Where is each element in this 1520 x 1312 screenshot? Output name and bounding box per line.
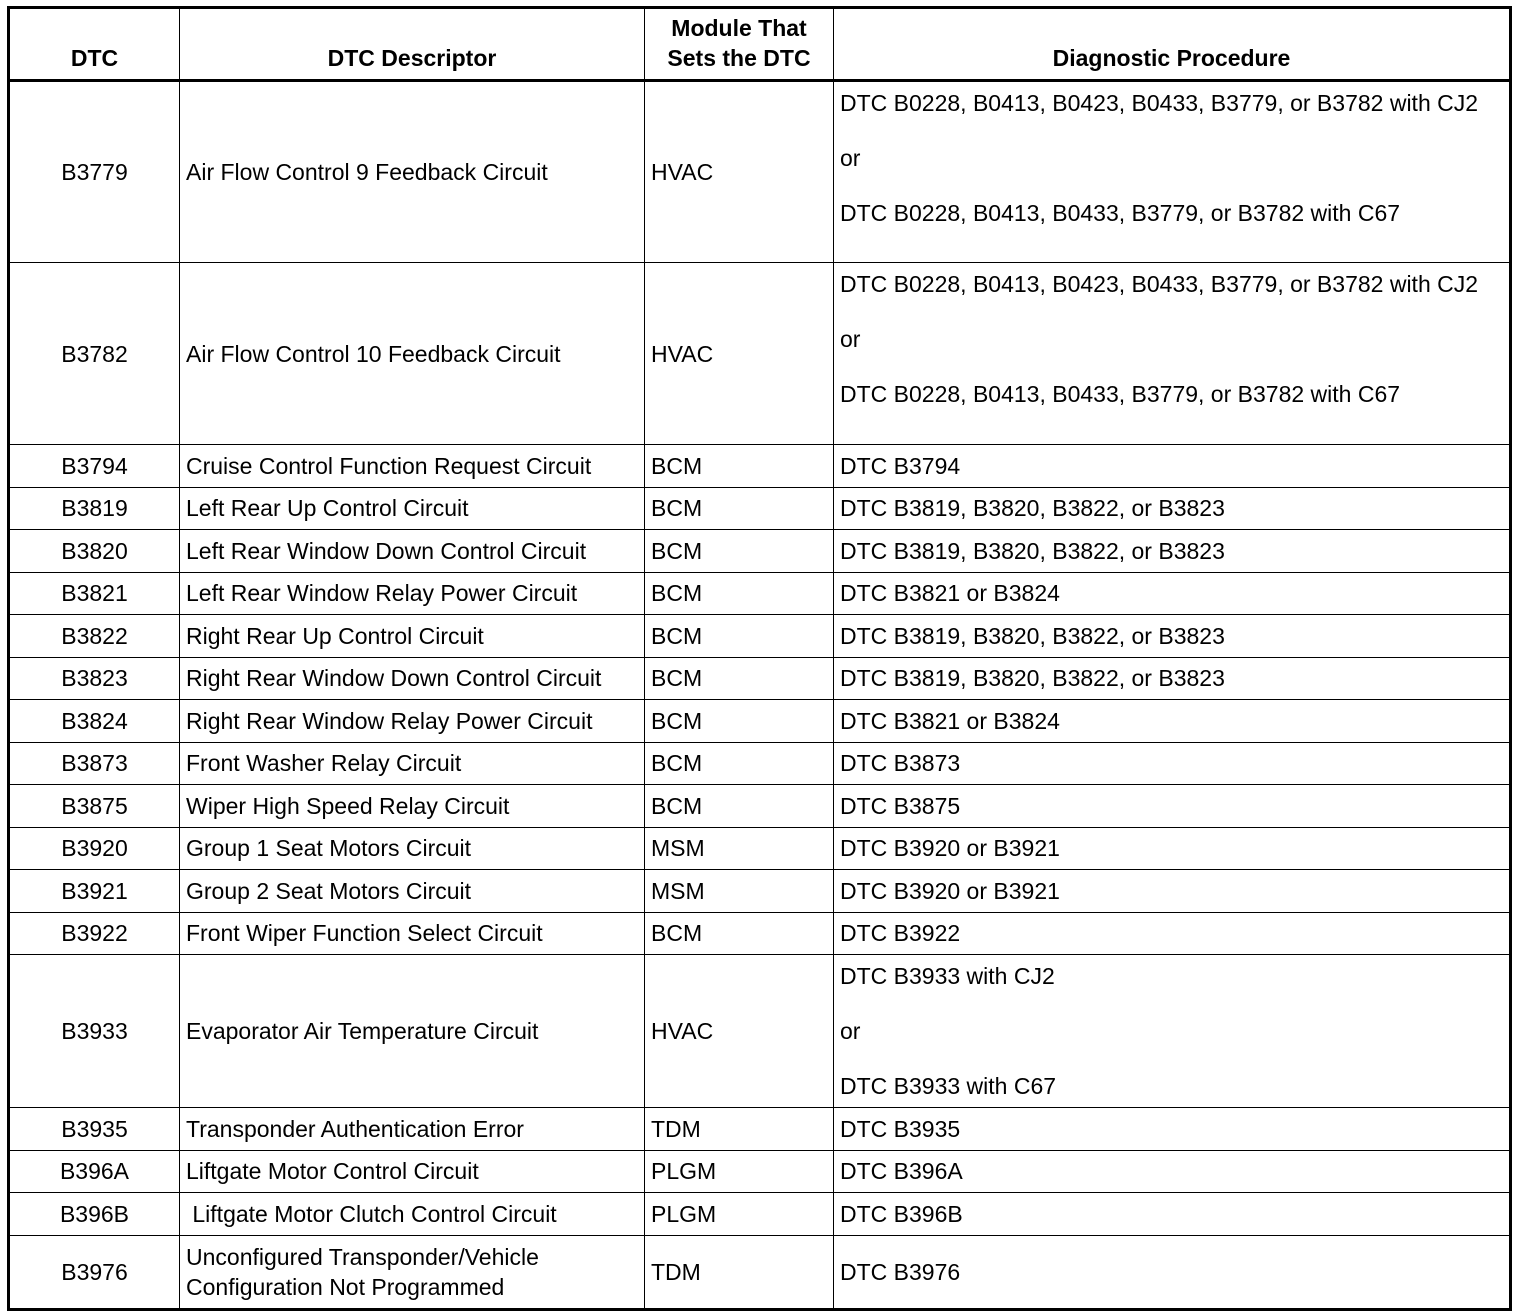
table-row [9,827,1511,870]
module: BCM [645,572,834,615]
dtc-code: B3822 [9,615,180,658]
diagnostic-procedure [834,530,1511,573]
header-module: Module That Sets the DTC [645,8,834,81]
dtc-code: B3933 [9,955,180,1108]
dtc-descriptor: Liftgate Motor Control Circuit [180,1150,645,1193]
table-row [9,572,1511,615]
procedure-line: DTC B3819, B3820, B3822, or B3823 [840,665,1225,692]
diagnostic-procedure [834,81,1511,263]
module: TDM [645,1108,834,1151]
dtc-table [7,6,1512,1311]
diagnostic-procedure [834,1108,1511,1151]
diagnostic-procedure [834,742,1511,785]
diagnostic-procedure [834,657,1511,700]
module: PLGM [645,1193,834,1236]
dtc-code: B3782 [9,263,180,445]
procedure-line: DTC B3873 [840,750,961,777]
procedure-line: DTC B3920 or B3921 [840,835,1060,862]
module: BCM [645,912,834,955]
dtc-descriptor: Cruise Control Function Request Circuit [180,445,645,488]
dtc-code: B3920 [9,827,180,870]
module: HVAC [645,81,834,263]
dtc-descriptor: Left Rear Window Relay Power Circuit [180,572,645,615]
header-row [9,8,1511,81]
module: BCM [645,657,834,700]
procedure-line: DTC B3819, B3820, B3822, or B3823 [840,537,1225,564]
table-row [9,615,1511,658]
procedure-line: DTC B3935 [840,1115,961,1142]
diagnostic-procedure [834,487,1511,530]
dtc-descriptor: Wiper High Speed Relay Circuit [180,785,645,828]
procedure-line: or [840,145,861,171]
procedure-line: DTC B396A [840,1158,963,1185]
dtc-descriptor: Transponder Authentication Error [180,1108,645,1151]
dtc-descriptor: Right Rear Window Down Control Circuit [180,657,645,700]
table-row [9,700,1511,743]
diagnostic-procedure [834,263,1511,445]
procedure-line: DTC B0228, B0413, B0423, B0433, B3779, or B3782 with CJ2 [840,90,1479,116]
table-row [9,785,1511,828]
dtc-descriptor: Right Rear Window Relay Power Circuit [180,700,645,743]
dtc-code: B3779 [9,81,180,263]
diagnostic-procedure [834,955,1511,1108]
procedure-line: DTC B3875 [840,792,961,819]
module: PLGM [645,1150,834,1193]
table-row [9,657,1511,700]
dtc-descriptor: Air Flow Control 10 Feedback Circuit [180,263,645,445]
dtc-code: B3873 [9,742,180,785]
module: BCM [645,487,834,530]
procedure-spacer [840,173,1503,198]
procedure-line: or [840,326,861,352]
module: BCM [645,700,834,743]
dtc-descriptor: Group 1 Seat Motors Circuit [180,827,645,870]
diagnostic-procedure [834,1235,1511,1309]
dtc-descriptor: Left Rear Window Down Control Circuit [180,530,645,573]
table-row [9,1193,1511,1236]
diagnostic-procedure [834,445,1511,488]
table-row [9,445,1511,488]
dtc-descriptor: Liftgate Motor Clutch Control Circuit [180,1193,645,1236]
module: BCM [645,742,834,785]
procedure-line: DTC B3794 [840,452,961,479]
diagnostic-procedure [834,1193,1511,1236]
procedure-line: DTC B3821 or B3824 [840,707,1060,734]
procedure-line: DTC B3922 [840,920,961,947]
procedure-line: or [840,1018,861,1044]
module: HVAC [645,263,834,445]
dtc-descriptor: Evaporator Air Temperature Circuit [180,955,645,1108]
header-descriptor: DTC Descriptor [180,8,645,81]
procedure-line: DTC B3920 or B3921 [840,877,1060,904]
module: MSM [645,870,834,913]
diagnostic-procedure [834,572,1511,615]
dtc-code: B3976 [9,1235,180,1309]
diagnostic-procedure [834,615,1511,658]
table-row [9,263,1511,445]
dtc-code: B3921 [9,870,180,913]
procedure-spacer [840,991,1503,1016]
procedure-line: DTC B3933 with CJ2 [840,963,1055,989]
dtc-code: B3821 [9,572,180,615]
procedure-line: DTC B0228, B0413, B0433, B3779, or B3782 with C67 [840,200,1401,226]
procedure-line: DTC B3821 or B3824 [840,580,1060,607]
dtc-descriptor: Group 2 Seat Motors Circuit [180,870,645,913]
module: BCM [645,445,834,488]
table-row [9,742,1511,785]
header-procedure: Diagnostic Procedure [834,8,1511,81]
module: BCM [645,615,834,658]
procedure-spacer [840,118,1503,143]
diagnostic-procedure [834,827,1511,870]
table-row [9,912,1511,955]
dtc-descriptor: Air Flow Control 9 Feedback Circuit [180,81,645,263]
dtc-code: B3875 [9,785,180,828]
table-row [9,530,1511,573]
diagnostic-procedure [834,785,1511,828]
module: BCM [645,530,834,573]
diagnostic-procedure [834,912,1511,955]
procedure-line: DTC B0228, B0413, B0433, B3779, or B3782 with C67 [840,381,1401,407]
module: BCM [645,785,834,828]
procedure-line: DTC B396B [840,1200,963,1227]
procedure-line: DTC B3819, B3820, B3822, or B3823 [840,622,1225,649]
dtc-code: B3824 [9,700,180,743]
diagnostic-procedure [834,870,1511,913]
diagnostic-procedure [834,1150,1511,1193]
dtc-descriptor: Unconfigured Transponder/Vehicle Configuration Not Programmed [180,1235,645,1309]
module: HVAC [645,955,834,1108]
dtc-descriptor: Right Rear Up Control Circuit [180,615,645,658]
dtc-code: B3819 [9,487,180,530]
table-row [9,1235,1511,1309]
table-row [9,955,1511,1108]
dtc-code: B3794 [9,445,180,488]
procedure-line: DTC B3933 with C67 [840,1073,1057,1099]
dtc-code: B3823 [9,657,180,700]
dtc-code: B3922 [9,912,180,955]
dtc-code: B396B [9,1193,180,1236]
table-row [9,81,1511,263]
diagnostic-procedure [834,700,1511,743]
table-row [9,1108,1511,1151]
table-row [9,870,1511,913]
table-row [9,1150,1511,1193]
module: MSM [645,827,834,870]
dtc-code: B396A [9,1150,180,1193]
procedure-line: DTC B3819, B3820, B3822, or B3823 [840,495,1225,522]
table-row [9,487,1511,530]
procedure-spacer [840,1046,1503,1071]
header-dtc: DTC [9,8,180,81]
table-body [9,81,1511,1310]
procedure-spacer [840,354,1503,379]
procedure-line: DTC B0228, B0413, B0423, B0433, B3779, or B3782 with CJ2 [840,271,1479,297]
dtc-descriptor: Front Wiper Function Select Circuit [180,912,645,955]
procedure-line: DTC B3976 [840,1258,961,1285]
dtc-descriptor: Left Rear Up Control Circuit [180,487,645,530]
dtc-code: B3935 [9,1108,180,1151]
procedure-spacer [840,299,1503,324]
dtc-descriptor: Front Washer Relay Circuit [180,742,645,785]
module: TDM [645,1235,834,1309]
dtc-code: B3820 [9,530,180,573]
